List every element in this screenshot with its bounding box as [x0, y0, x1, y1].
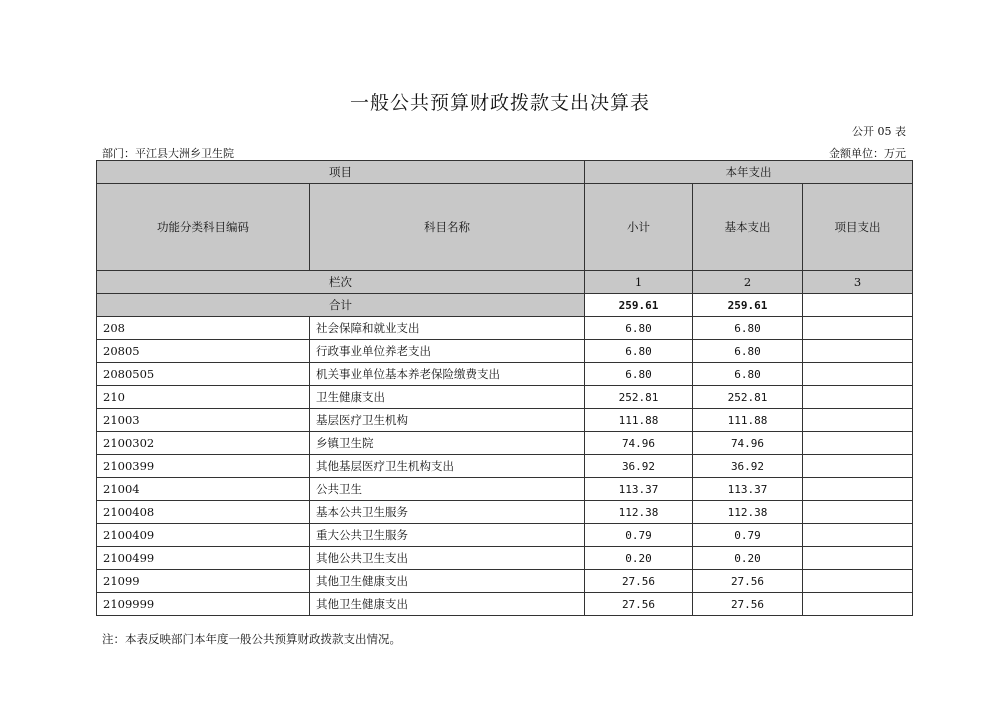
total-row: [97, 294, 913, 317]
row-name: 重大公共卫生服务: [310, 524, 585, 547]
row-name: 乡镇卫生院: [310, 432, 585, 455]
row-subtotal: 6.80: [585, 363, 693, 386]
header-basic: 基本支出: [693, 184, 803, 271]
table-row: [97, 524, 913, 547]
row-code: 21004: [97, 478, 310, 501]
row-project: [803, 547, 913, 570]
header-row-top: [97, 161, 913, 184]
table-row: [97, 386, 913, 409]
row-name: 公共卫生: [310, 478, 585, 501]
row-basic: 27.56: [693, 593, 803, 616]
row-code: 2080505: [97, 363, 310, 386]
row-code: 2100302: [97, 432, 310, 455]
row-project: [803, 570, 913, 593]
row-project: [803, 455, 913, 478]
row-subtotal: 0.20: [585, 547, 693, 570]
row-name: 机关事业单位基本养老保险缴费支出: [310, 363, 585, 386]
row-code: 21003: [97, 409, 310, 432]
row-project: [803, 501, 913, 524]
table-row: [97, 432, 913, 455]
table-row: [97, 547, 913, 570]
row-subtotal: 111.88: [585, 409, 693, 432]
row-code: 2100409: [97, 524, 310, 547]
table-row: [97, 455, 913, 478]
row-basic: 6.80: [693, 340, 803, 363]
row-code: 20805: [97, 340, 310, 363]
table-row: [97, 478, 913, 501]
header-project: 项目: [97, 161, 585, 184]
row-project: [803, 317, 913, 340]
row-project: [803, 478, 913, 501]
row-code: 2100408: [97, 501, 310, 524]
row-project: [803, 386, 913, 409]
row-basic: 6.80: [693, 317, 803, 340]
row-name: 社会保障和就业支出: [310, 317, 585, 340]
row-basic: 252.81: [693, 386, 803, 409]
row-code: 21099: [97, 570, 310, 593]
row-basic: 27.56: [693, 570, 803, 593]
header-subtotal: 小计: [585, 184, 693, 271]
header-col-1: 1: [585, 271, 693, 294]
row-subtotal: 36.92: [585, 455, 693, 478]
row-subtotal: 112.38: [585, 501, 693, 524]
row-subtotal: 27.56: [585, 570, 693, 593]
row-name: 其他卫生健康支出: [310, 570, 585, 593]
footnote: 注：本表反映部门本年度一般公共预算财政拨款支出情况。: [102, 632, 401, 646]
header-column-no: 栏次: [97, 271, 585, 294]
table-row: [97, 501, 913, 524]
row-subtotal: 6.80: [585, 317, 693, 340]
total-subtotal: 259.61: [585, 294, 693, 317]
table-row: [97, 570, 913, 593]
row-code: 2100399: [97, 455, 310, 478]
table-row: [97, 340, 913, 363]
table-row: [97, 593, 913, 616]
row-subtotal: 27.56: [585, 593, 693, 616]
row-basic: 36.92: [693, 455, 803, 478]
row-project: [803, 363, 913, 386]
row-code: 208: [97, 317, 310, 340]
row-project: [803, 593, 913, 616]
row-basic: 111.88: [693, 409, 803, 432]
header-row-columns: [97, 184, 913, 271]
row-project: [803, 524, 913, 547]
row-code: 2109999: [97, 593, 310, 616]
row-project: [803, 432, 913, 455]
form-number: 公开 05 表: [852, 125, 906, 138]
total-label: 合计: [97, 294, 585, 317]
total-project: [803, 294, 913, 317]
row-subtotal: 6.80: [585, 340, 693, 363]
row-subtotal: 0.79: [585, 524, 693, 547]
table-row: [97, 409, 913, 432]
header-project-expense: 项目支出: [803, 184, 913, 271]
row-name: 卫生健康支出: [310, 386, 585, 409]
row-code: 2100499: [97, 547, 310, 570]
page-title: 一般公共预算财政拨款支出决算表: [349, 92, 650, 114]
table-row: [97, 363, 913, 386]
row-basic: 113.37: [693, 478, 803, 501]
amount-unit-label: 金额单位：万元: [829, 147, 906, 160]
row-basic: 0.79: [693, 524, 803, 547]
row-subtotal: 252.81: [585, 386, 693, 409]
row-subtotal: 113.37: [585, 478, 693, 501]
row-code: 210: [97, 386, 310, 409]
row-name: 其他基层医疗卫生机构支出: [310, 455, 585, 478]
department-label: 部门：平江县大洲乡卫生院: [102, 147, 234, 160]
header-row-column-numbers: [97, 271, 913, 294]
budget-table: [96, 160, 913, 616]
header-code: 功能分类科目编码: [97, 184, 310, 271]
header-col-3: 3: [803, 271, 913, 294]
row-project: [803, 340, 913, 363]
row-basic: 6.80: [693, 363, 803, 386]
header-current-year: 本年支出: [585, 161, 913, 184]
row-project: [803, 409, 913, 432]
row-basic: 74.96: [693, 432, 803, 455]
row-basic: 0.20: [693, 547, 803, 570]
row-name: 其他卫生健康支出: [310, 593, 585, 616]
row-basic: 112.38: [693, 501, 803, 524]
header-name: 科目名称: [310, 184, 585, 271]
row-name: 其他公共卫生支出: [310, 547, 585, 570]
row-name: 基本公共卫生服务: [310, 501, 585, 524]
row-name: 行政事业单位养老支出: [310, 340, 585, 363]
total-basic: 259.61: [693, 294, 803, 317]
row-subtotal: 74.96: [585, 432, 693, 455]
row-name: 基层医疗卫生机构: [310, 409, 585, 432]
table-row: [97, 317, 913, 340]
header-col-2: 2: [693, 271, 803, 294]
